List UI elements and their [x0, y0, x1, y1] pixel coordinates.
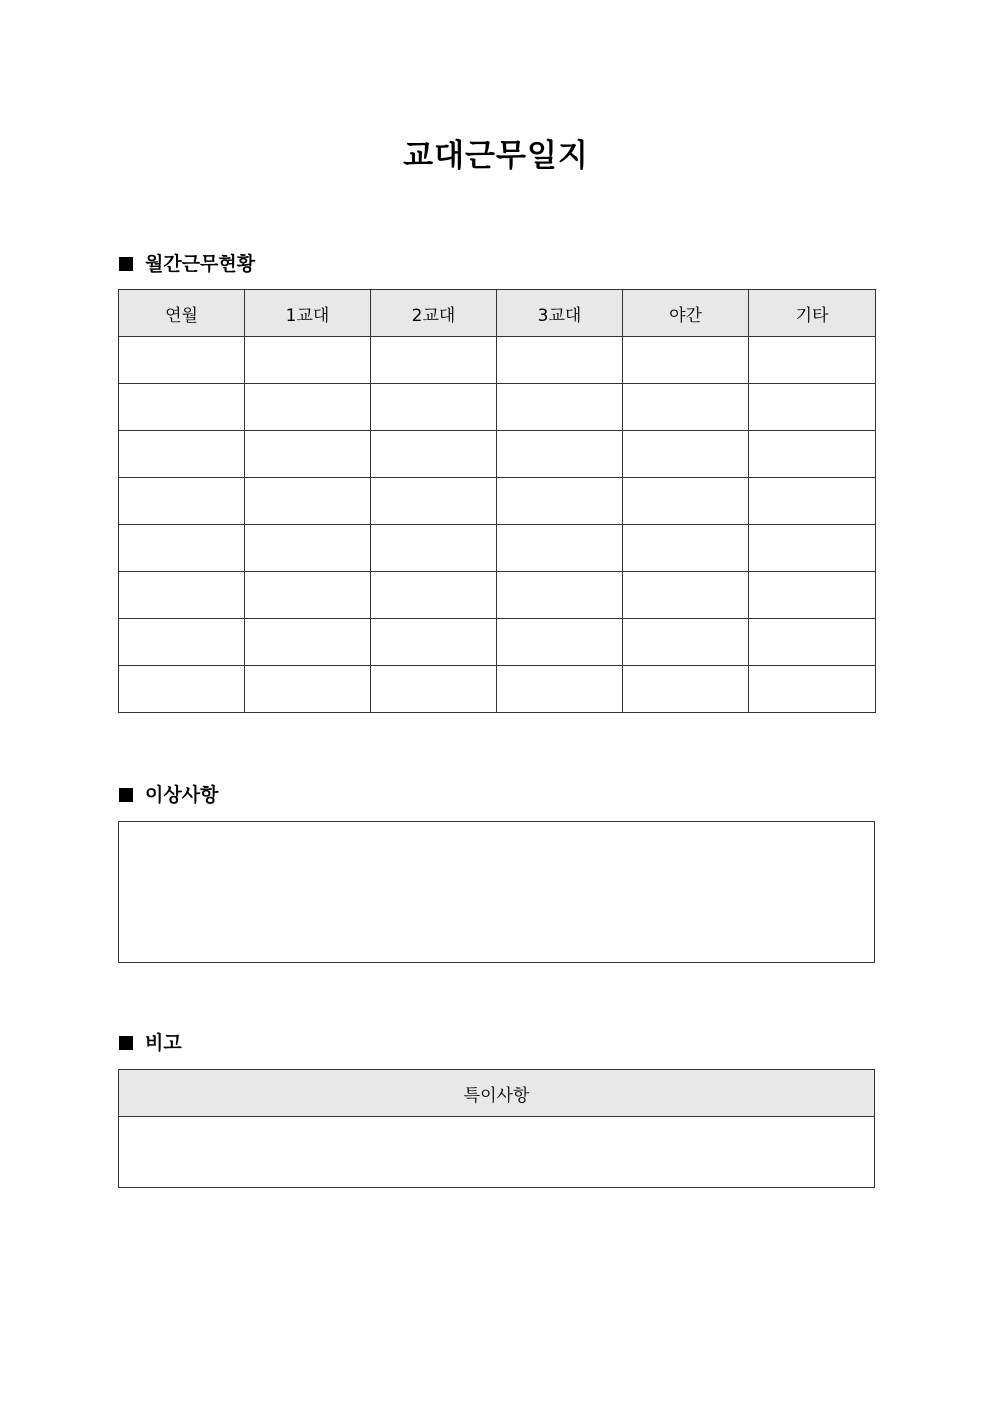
table-row — [119, 619, 876, 666]
table-cell[interactable] — [245, 384, 371, 431]
table-cell[interactable] — [371, 666, 497, 713]
issues-section-heading — [119, 783, 218, 807]
table-cell[interactable] — [371, 572, 497, 619]
table-cell[interactable] — [623, 525, 749, 572]
table-header-row — [119, 290, 876, 337]
table-cell[interactable] — [245, 666, 371, 713]
square-bullet-icon — [119, 257, 133, 271]
table-cell[interactable] — [245, 337, 371, 384]
table-cell[interactable] — [119, 666, 245, 713]
remarks-table — [118, 1069, 875, 1188]
table-cell[interactable] — [749, 478, 876, 525]
column-header-night: 야간 — [623, 290, 749, 337]
monthly-section-heading — [119, 252, 255, 276]
table-cell[interactable] — [119, 384, 245, 431]
table-cell[interactable] — [119, 337, 245, 384]
table-cell[interactable] — [623, 384, 749, 431]
table-cell[interactable] — [371, 478, 497, 525]
page-title: 교대근무일지 — [403, 138, 589, 174]
table-cell[interactable] — [749, 619, 876, 666]
table-cell[interactable] — [371, 337, 497, 384]
table-cell[interactable] — [245, 572, 371, 619]
remarks-section-title: 비고 — [145, 1032, 182, 1054]
table-cell[interactable] — [623, 572, 749, 619]
table-cell[interactable] — [623, 478, 749, 525]
table-row — [119, 525, 876, 572]
table-cell[interactable] — [119, 431, 245, 478]
table-cell[interactable] — [245, 431, 371, 478]
table-row — [119, 337, 876, 384]
table-cell[interactable] — [497, 337, 623, 384]
column-header-special-notes: 특이사항 — [119, 1070, 875, 1117]
table-cell[interactable] — [371, 525, 497, 572]
table-cell[interactable] — [749, 525, 876, 572]
table-cell[interactable] — [245, 619, 371, 666]
monthly-work-table — [118, 289, 876, 713]
table-cell[interactable] — [497, 431, 623, 478]
table-cell[interactable] — [749, 572, 876, 619]
column-header-year-month: 연월 — [119, 290, 245, 337]
monthly-section-title: 월간근무현황 — [145, 253, 256, 275]
table-row — [119, 384, 876, 431]
table-cell[interactable] — [371, 431, 497, 478]
table-cell[interactable] — [749, 337, 876, 384]
table-cell[interactable] — [497, 525, 623, 572]
table-row — [119, 1117, 875, 1188]
table-cell[interactable] — [497, 478, 623, 525]
table-cell[interactable] — [245, 478, 371, 525]
table-cell[interactable] — [497, 666, 623, 713]
table-row — [119, 431, 876, 478]
column-header-shift-1: 1교대 — [245, 290, 371, 337]
column-header-shift-2: 2교대 — [371, 290, 497, 337]
table-cell[interactable] — [371, 619, 497, 666]
table-cell[interactable] — [119, 478, 245, 525]
table-cell[interactable] — [749, 431, 876, 478]
column-header-shift-3: 3교대 — [497, 290, 623, 337]
remarks-content-cell[interactable] — [119, 1117, 875, 1188]
table-cell[interactable] — [119, 619, 245, 666]
table-cell[interactable] — [623, 619, 749, 666]
table-header-row — [119, 1070, 875, 1117]
square-bullet-icon — [119, 788, 133, 802]
table-cell[interactable] — [749, 666, 876, 713]
table-cell[interactable] — [119, 572, 245, 619]
remarks-section-heading — [119, 1031, 182, 1055]
table-cell[interactable] — [749, 384, 876, 431]
table-row — [119, 572, 876, 619]
column-header-other: 기타 — [749, 290, 876, 337]
table-cell[interactable] — [497, 384, 623, 431]
table-cell[interactable] — [119, 525, 245, 572]
table-cell[interactable] — [497, 572, 623, 619]
table-cell[interactable] — [371, 384, 497, 431]
table-row — [119, 478, 876, 525]
table-cell[interactable] — [497, 619, 623, 666]
table-cell[interactable] — [623, 337, 749, 384]
table-cell[interactable] — [623, 431, 749, 478]
issues-section-title: 이상사항 — [145, 784, 219, 806]
table-cell[interactable] — [245, 525, 371, 572]
table-cell[interactable] — [623, 666, 749, 713]
square-bullet-icon — [119, 1036, 133, 1050]
issues-text-box[interactable] — [118, 821, 875, 963]
table-row — [119, 666, 876, 713]
